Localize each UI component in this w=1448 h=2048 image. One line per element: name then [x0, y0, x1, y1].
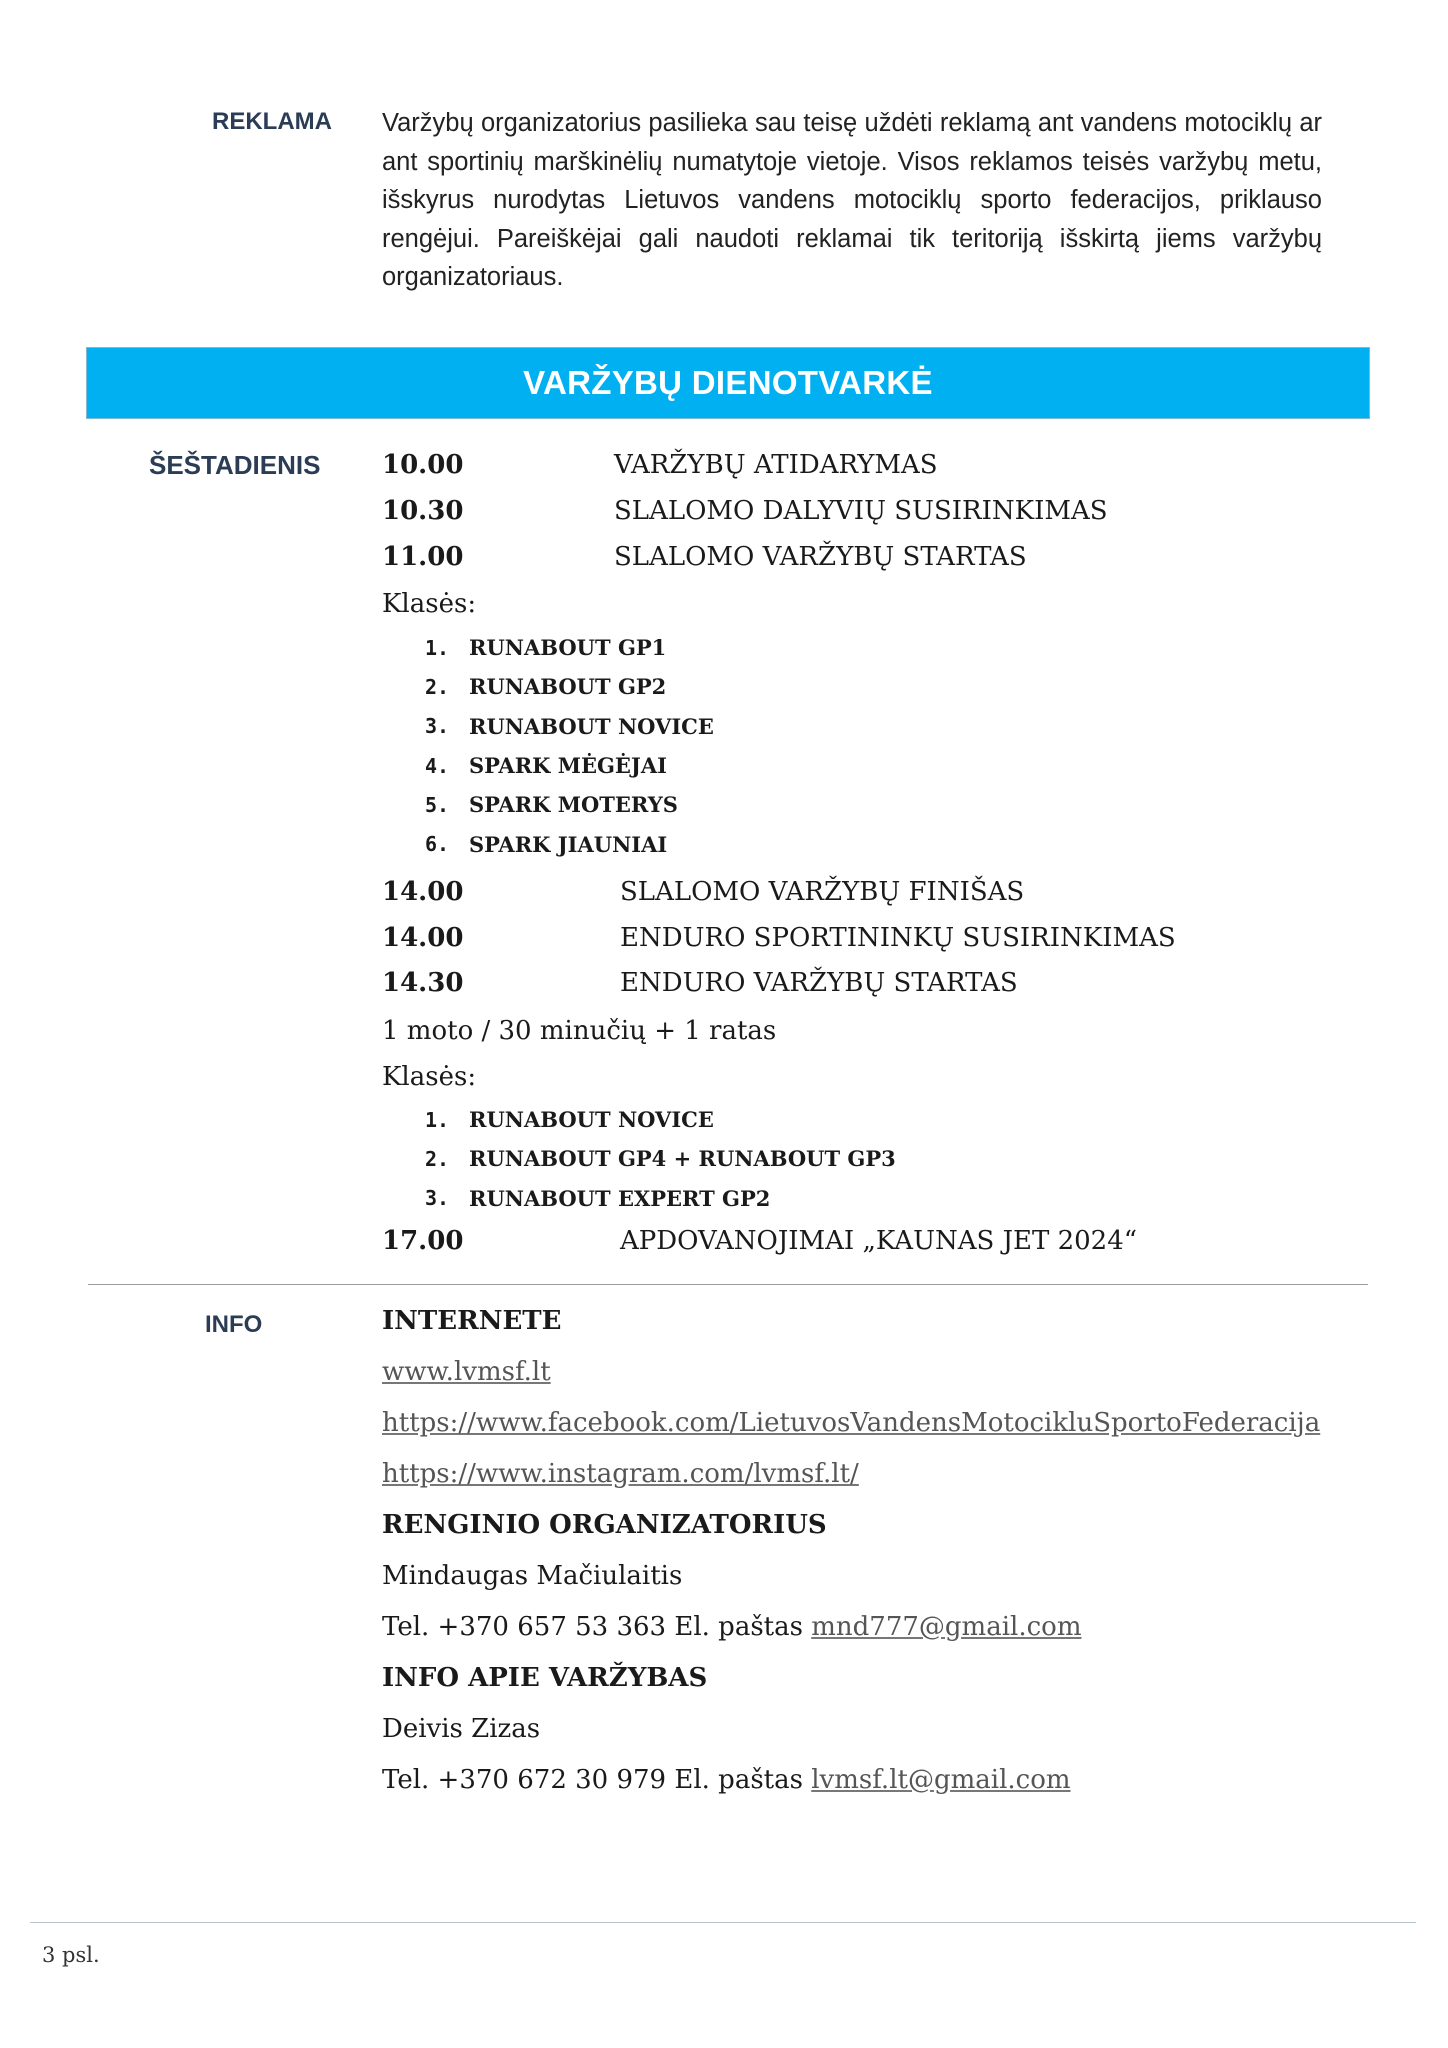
organizer-email-link[interactable]: mnd777@gmail.com	[811, 1612, 1082, 1642]
page-number: 3 psl.	[42, 1943, 100, 1967]
schedule-time: 11.00	[382, 542, 464, 572]
schedule-banner-title: VARŽYBŲ DIENOTVARKĖ	[523, 364, 933, 401]
schedule-row	[382, 916, 1176, 960]
instagram-link[interactable]: https://www.instagram.com/lvmsf.lt/	[382, 1459, 859, 1489]
list-item: 5. SPARK MOTERYS	[425, 792, 678, 818]
about-heading: INFO APIE VARŽYBAS	[382, 1663, 708, 1693]
schedule-event: APDOVANOJIMAI „KAUNAS JET 2024“	[620, 1226, 1138, 1256]
reklama-paragraph: Varžybų organizatorius pasilieka sau teisę uždėti reklamą ant vandens motociklų ar ant sportinių marškinėlių numatytoje vietoje. Visos reklamos teisės varžybų metu, išskyrus nurodytas Lietuvos vandens motociklų sporto federacijos, priklauso rengėjui. Pareiškėjai gali naudoti reklamai tik teritoriją išskirtą jiems varžybų organizatoriaus.	[382, 109, 1322, 291]
classes-label: Klasės:	[382, 1062, 477, 1092]
schedule-row	[382, 1219, 1137, 1263]
about-contact: Tel. +370 672 30 979 El. paštas lvmsf.lt@gmail.com	[382, 1765, 1071, 1795]
schedule-time: 14.00	[382, 923, 464, 953]
info-label: INFO	[205, 1311, 263, 1338]
list-item: 2. RUNABOUT GP4 + RUNABOUT GP3	[425, 1146, 896, 1172]
list-item: 1. RUNABOUT GP1	[425, 635, 667, 661]
reklama-label: REKLAMA	[212, 108, 332, 135]
schedule-row	[382, 961, 1018, 1005]
schedule-event: VARŽYBŲ ATIDARYMAS	[614, 450, 938, 480]
list-item: 3. RUNABOUT EXPERT GP2	[425, 1185, 771, 1211]
schedule-event: ENDURO SPORTININKŲ SUSIRINKIMAS	[620, 923, 1176, 953]
list-item: 1. RUNABOUT NOVICE	[425, 1107, 714, 1133]
enduro-format: 1 moto / 30 minučių + 1 ratas	[382, 1016, 777, 1046]
list-item: 4. SPARK MĖGĖJAI	[425, 753, 667, 779]
website-link[interactable]: www.lvmsf.lt	[382, 1357, 551, 1387]
schedule-event: SLALOMO VARŽYBŲ STARTAS	[614, 542, 1027, 572]
schedule-event: ENDURO VARŽYBŲ STARTAS	[620, 968, 1018, 998]
organizer-contact: Tel. +370 657 53 363 El. paštas mnd777@gmail.com	[382, 1612, 1082, 1642]
organizer-heading: RENGINIO ORGANIZATORIUS	[382, 1510, 827, 1540]
footer-divider	[30, 1922, 1416, 1923]
section-divider	[88, 1284, 1368, 1285]
classes-list-enduro	[425, 1100, 896, 1218]
list-item: 6. SPARK JIAUNIAI	[425, 831, 668, 857]
schedule-row	[382, 489, 1108, 533]
organizer-name: Mindaugas Mačiulaitis	[382, 1561, 683, 1591]
classes-list-slalom	[425, 628, 714, 864]
day-label: ŠEŠTADIENIS	[149, 450, 321, 480]
about-email-link[interactable]: lvmsf.lt@gmail.com	[811, 1765, 1071, 1795]
schedule-row	[382, 443, 938, 487]
about-name: Deivis Zizas	[382, 1714, 541, 1744]
classes-label: Klasės:	[382, 589, 477, 619]
schedule-row	[382, 535, 1027, 579]
list-item: 2. RUNABOUT GP2	[425, 674, 667, 700]
schedule-time: 17.00	[382, 1226, 464, 1256]
schedule-time: 10.00	[382, 450, 464, 480]
facebook-link[interactable]: https://www.facebook.com/LietuvosVandensMotocikluSportoFederacija	[382, 1408, 1321, 1438]
schedule-row	[382, 870, 1024, 914]
schedule-time: 10.30	[382, 496, 464, 526]
schedule-time: 14.30	[382, 968, 464, 998]
schedule-banner	[86, 347, 1370, 419]
schedule-event: SLALOMO DALYVIŲ SUSIRINKIMAS	[614, 496, 1108, 526]
internet-heading: INTERNETE	[382, 1306, 562, 1336]
schedule-event: SLALOMO VARŽYBŲ FINIŠAS	[620, 877, 1025, 907]
schedule-time: 14.00	[382, 877, 464, 907]
list-item: 3. RUNABOUT NOVICE	[425, 713, 714, 739]
